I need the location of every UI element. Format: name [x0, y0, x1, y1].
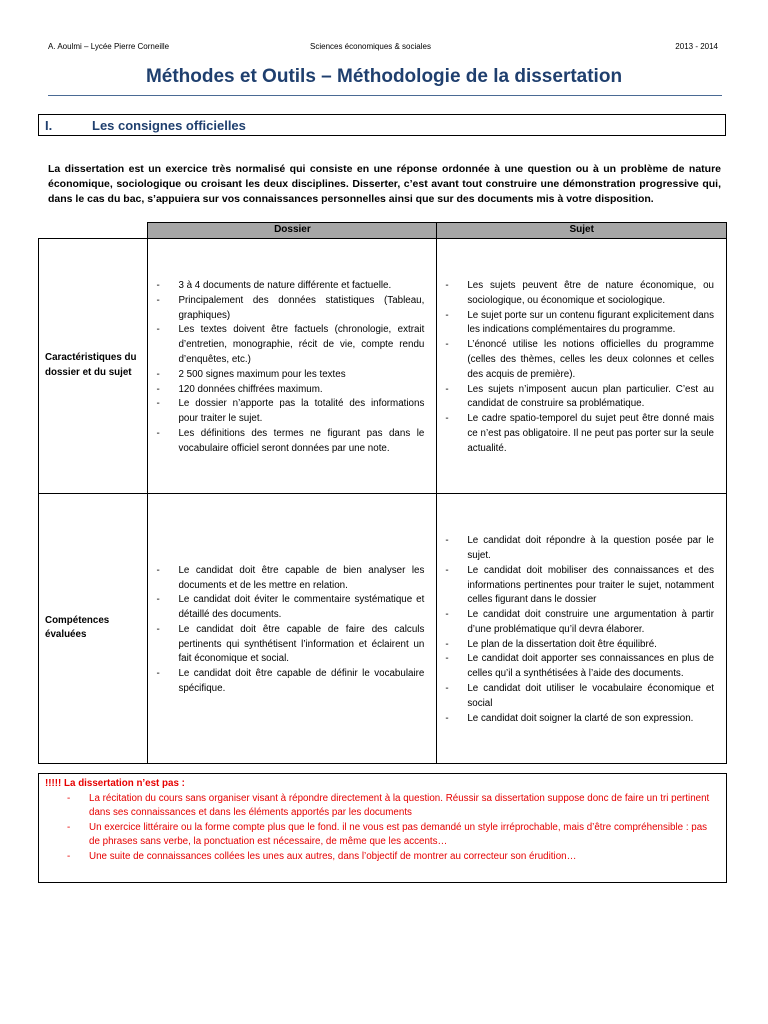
- list-item: - 3 à 4 documents de nature différente et factuelle.: [156, 279, 424, 294]
- page-title: Méthodes et Outils – Méthodologie de la dissertation: [145, 66, 623, 87]
- list-item: - Les sujets n’imposent aucun plan particulier. C’est au candidat de construire sa problématique.: [445, 383, 714, 413]
- table-row: [39, 238, 727, 493]
- column-header-sujet: Sujet: [437, 223, 727, 239]
- list-item: - 120 données chiffrées maximum.: [156, 383, 424, 398]
- consignes-table: [38, 222, 727, 764]
- list-item: - Le candidat doit utiliser le vocabulaire économique et social: [445, 682, 714, 712]
- section-number: I.: [45, 118, 53, 133]
- list-item: - Le candidat doit être capable de bien analyser les documents et de les mettre en relation.: [156, 564, 424, 594]
- list-item: - Le cadre spatio-temporel du sujet peut être donné mais ce n’est pas obligatoire. Il ne peut pas porter sur la seule actualité.: [445, 412, 714, 456]
- list-item: - Les sujets peuvent être de nature économique, ou sociologique, ou économique et sociologique.: [445, 279, 714, 309]
- intro-paragraph: La dissertation est un exercice très normalisé qui consiste en une réponse ordonnée à une question ou à un problème de nature économique, sociologique ou croisant les deux disciplines. Disserter, c’est avant tout construire une démonstration progressive qui, dans le cas du bac, s’appuiera sur vos connaissances personnelles ainsi que sur des documents mis à votre disposition.: [48, 162, 721, 205]
- cell-dossier-caracteristiques: [148, 238, 437, 493]
- title-divider: [48, 95, 722, 96]
- list-item: - Le candidat doit éviter le commentaire systématique et détaillé des documents.: [156, 593, 424, 623]
- list-item: - Le candidat doit apporter ses connaissances en plus de celles qu’il a synthétisées à l’aide des documents.: [445, 652, 714, 682]
- list-item: - Le candidat doit construire une argumentation à partir d’une problématique qu’il devra élaborer.: [445, 608, 714, 638]
- warning-title: !!!!! La dissertation n’est pas :: [45, 778, 185, 789]
- list-item: - L’énoncé utilise les notions officielles du programme (celles des thèmes, celles les deux colonnes et celles des acquis de première).: [445, 338, 714, 382]
- list-item: - Les textes doivent être factuels (chronologie, extrait d’entretien, monographie, récit de vie, compte rendu d’enquêtes, etc.): [156, 323, 424, 367]
- list-item: - 2 500 signes maximum pour les textes: [156, 368, 424, 383]
- table-row: [39, 493, 727, 763]
- list-item: - Les définitions des termes ne figurant pas dans le vocabulaire officiel seront données par une note.: [156, 427, 424, 457]
- cell-sujet-competences: [437, 493, 727, 763]
- header-author: A. Aoulmi – Lycée Pierre Corneille: [48, 42, 170, 51]
- header-year: 2013 - 2014: [675, 42, 718, 51]
- list-item: - Le dossier n’apporte pas la totalité des informations pour traiter le sujet.: [156, 397, 424, 427]
- list-item: - Le candidat doit soigner la clarté de son expression.: [445, 712, 714, 727]
- list-item: - Le candidat doit être capable de définir le vocabulaire spécifique.: [156, 667, 424, 697]
- cell-sujet-caracteristiques: [437, 238, 727, 493]
- header-subject: Sciences économiques & sociales: [310, 42, 431, 51]
- section-heading: [38, 114, 726, 136]
- list-item: - Le candidat doit être capable de faire des calculs pertinents qui synthétisent l’information et éclairent un fait économique et social.: [156, 623, 424, 667]
- row-label-caracteristiques: Caractéristiques du dossier et du sujet: [39, 238, 148, 493]
- list-item: - Principalement des données statistiques (Tableau, graphiques): [156, 294, 424, 324]
- list-item: - Le sujet porte sur un contenu figurant explicitement dans les indications complémentaires du programme.: [445, 309, 714, 339]
- warning-item: - Un exercice littéraire ou la forme compte plus que le fond. il ne vous est pas demandé un style irréprochable, mais d’être compréhensible : pas de phrases sans verbe, la ponctuation est nécessaire, de même que les accents…: [45, 821, 720, 850]
- list-item: - Le candidat doit répondre à la question posée par le sujet.: [445, 534, 714, 564]
- warning-box: [38, 773, 727, 883]
- column-header-dossier: Dossier: [148, 223, 437, 239]
- list-item: - Le plan de la dissertation doit être équilibré.: [445, 638, 714, 653]
- cell-dossier-competences: [148, 493, 437, 763]
- page-header: [48, 42, 718, 51]
- list-item: - Le candidat doit mobiliser des connaissances et des informations pertinentes pour traiter le sujet, notamment celles figurant dans le dossier: [445, 564, 714, 608]
- warning-item: - La récitation du cours sans organiser visant à répondre directement à la question. Réussir sa dissertation suppose donc de faire un tri pertinent dans ses connaissances et dans les éléments apportés par les documents: [45, 792, 720, 821]
- row-label-competences: Compétences évaluées: [39, 493, 148, 763]
- table-header-row: [39, 223, 727, 239]
- section-title: Les consignes officielles: [92, 118, 246, 133]
- warning-item: - Une suite de connaissances collées les unes aux autres, dans l’objectif de montrer au correcteur son érudition…: [45, 850, 720, 865]
- table-corner: [39, 223, 148, 239]
